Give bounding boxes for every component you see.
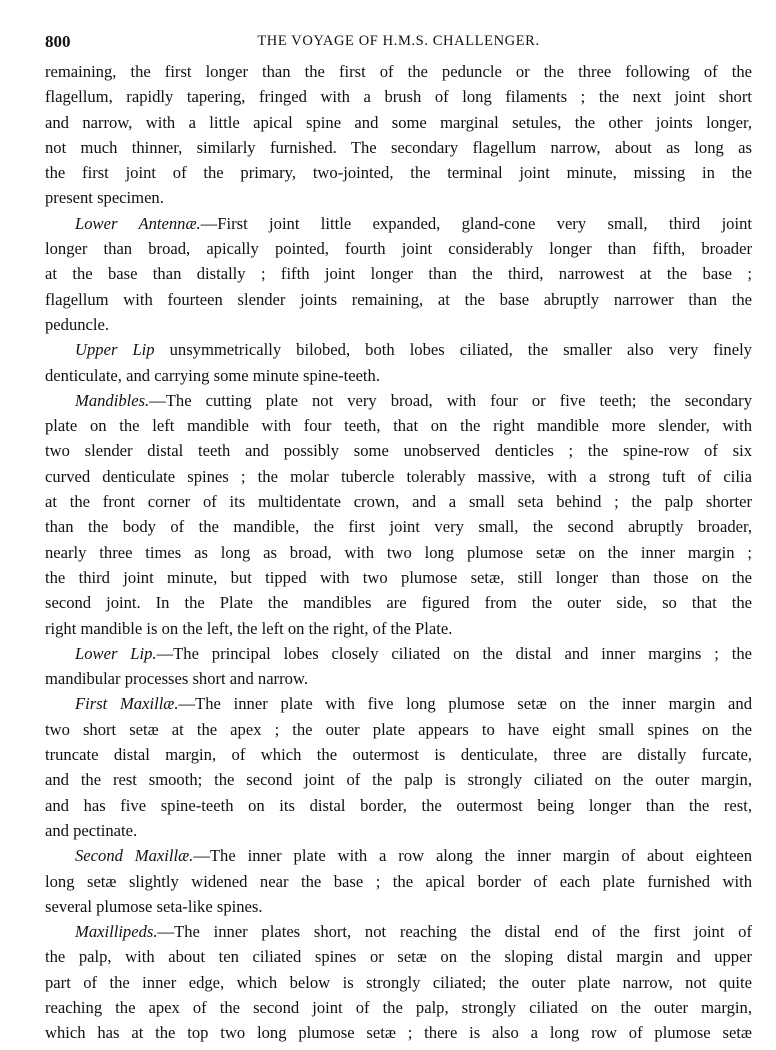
text-line	[45, 767, 752, 792]
line-text: longer than broad, apically pointed, fourth joint considerably longer than fifth, broader	[45, 239, 752, 259]
line-text: and has five spine-teeth on its distal border, the outermost being longer than the rest,	[45, 795, 752, 815]
line-text: peduncle.	[45, 314, 110, 334]
text-line	[45, 590, 752, 615]
text-line	[45, 919, 752, 944]
text-line	[45, 514, 752, 539]
page-header	[45, 32, 752, 56]
line-text: the palp, with about ten ciliated spines or setæ on the sloping distal margin and upper	[45, 947, 752, 967]
paragraph	[45, 211, 752, 337]
running-title: THE VOYAGE OF H.M.S. CHALLENGER.	[257, 33, 540, 49]
text-line	[45, 363, 752, 388]
paragraph	[45, 337, 752, 388]
text-line	[45, 388, 752, 413]
line-text: reaching the apex of the second joint of the palp, strongly ciliated on the outer margin,	[45, 997, 752, 1017]
paragraph	[45, 59, 752, 211]
line-text: the first joint of the primary, two-jointed, the terminal joint minute, missing in the	[45, 163, 752, 183]
text-line	[45, 135, 752, 160]
line-text: flagellum, rapidly tapering, fringed with a brush of long filaments ; the next joint short	[45, 87, 752, 107]
text-line	[45, 793, 752, 818]
line-text: than the body of the mandible, the first joint very small, the second abruptly broader,	[45, 517, 752, 537]
line-text: plate on the left mandible with four teeth, that on the right mandible more slender, with	[45, 416, 752, 436]
page-body	[45, 59, 752, 1046]
line-text: several plumose seta-like spines.	[45, 896, 263, 916]
text-line	[45, 413, 752, 438]
text-line	[45, 464, 752, 489]
text-line	[45, 489, 752, 514]
line-text: mandibular processes short and narrow.	[45, 669, 308, 689]
text-line	[45, 717, 752, 742]
text-line	[45, 1020, 752, 1045]
text-line	[45, 84, 752, 109]
text-line	[45, 691, 752, 716]
line-text: two short setæ at the apex ; the outer plate appears to have eight small spines on the	[45, 719, 752, 739]
text-line	[45, 641, 752, 666]
line-text: not much thinner, similarly furnished. The secondary flagellum narrow, about as long as	[45, 137, 752, 157]
line-text: —The principal lobes closely ciliated on the distal and inner margins ; the	[156, 643, 752, 663]
text-line	[45, 312, 752, 337]
line-text: —The inner plate with five long plumose setæ on the inner margin and	[178, 694, 753, 714]
line-text: part of the inner edge, which below is strongly ciliated; the outer plate narrow, not quite	[45, 972, 752, 992]
text-line	[45, 843, 752, 868]
paragraph	[45, 691, 752, 843]
line-text: denticulate, and carrying some minute spine-teeth.	[45, 365, 380, 385]
line-text: at the base than distally ; fifth joint longer than the third, narrowest at the base ;	[45, 264, 752, 284]
text-line	[45, 616, 752, 641]
line-text: —The inner plates short, not reaching the distal end of the first joint of	[157, 922, 752, 942]
line-text: flagellum with fourteen slender joints remaining, at the base abruptly narrower than the	[45, 289, 752, 309]
text-line	[45, 565, 752, 590]
line-text: present specimen.	[45, 188, 164, 208]
line-text: —First joint little expanded, gland-cone very small, third joint	[200, 213, 752, 233]
line-text: —The cutting plate not very broad, with four or five teeth; the secondary	[149, 390, 752, 410]
paragraph	[45, 641, 752, 692]
paragraph	[45, 919, 752, 1045]
section-label: Second Maxillæ.	[75, 846, 194, 866]
line-text: truncate distal margin, of which the outermost is denticulate, three are distally furcate,	[45, 745, 752, 765]
line-text: the third joint minute, but tipped with two plumose setæ, still longer than those on the	[45, 567, 752, 587]
section-label: First Maxillæ.	[75, 694, 179, 714]
text-line	[45, 337, 752, 362]
text-line	[45, 287, 752, 312]
line-text: two slender distal teeth and possibly some unobserved denticles ; the spine-row of six	[45, 441, 752, 461]
text-line	[45, 261, 752, 286]
section-label: Maxillipeds.	[75, 922, 158, 942]
line-text: at the front corner of its multidentate crown, and a small seta behind ; the palp shorter	[45, 492, 752, 512]
text-line	[45, 540, 752, 565]
text-line	[45, 970, 752, 995]
text-line	[45, 438, 752, 463]
line-text: and narrow, with a little apical spine and some marginal setules, the other joints longer,	[45, 112, 752, 132]
line-text: second joint. In the Plate the mandibles are figured from the outer side, so that the	[45, 593, 752, 613]
text-line	[45, 742, 752, 767]
text-line	[45, 160, 752, 185]
line-text: long setæ slightly widened near the base ; the apical border of each plate furnished with	[45, 871, 752, 891]
paragraph	[45, 843, 752, 919]
line-text: curved denticulate spines ; the molar tubercle tolerably massive, with a strong tuft of cilia	[45, 466, 752, 486]
line-text: right mandible is on the left, the left on the right, of the Plate.	[45, 618, 453, 638]
text-line	[45, 995, 752, 1020]
section-label: Lower Lip.	[75, 643, 157, 663]
line-text: which has at the top two long plumose setæ ; there is also a long row of plumose setæ	[45, 1023, 752, 1043]
section-label: Upper Lip	[75, 340, 155, 360]
line-text: —The inner plate with a row along the inner margin of about eighteen	[193, 846, 752, 866]
line-text: nearly three times as long as broad, with two long plumose setæ on the inner margin ;	[45, 542, 752, 562]
text-line	[45, 236, 752, 261]
line-text: remaining, the first longer than the first of the peduncle or the three following of the	[45, 62, 752, 81]
text-line	[45, 110, 752, 135]
line-text: unsymmetrically bilobed, both lobes ciliated, the smaller also very finely	[154, 340, 752, 360]
paragraph	[45, 388, 752, 641]
text-line	[45, 818, 752, 843]
section-label: Lower Antennæ.	[75, 213, 201, 233]
line-text: and the rest smooth; the second joint of the palp is strongly ciliated on the outer margin,	[45, 770, 752, 790]
text-line	[45, 869, 752, 894]
text-line	[45, 666, 752, 691]
section-label: Mandibles.	[75, 390, 150, 410]
text-line	[45, 211, 752, 236]
text-line	[45, 894, 752, 919]
line-text: and pectinate.	[45, 820, 138, 840]
text-line	[45, 59, 752, 84]
page-number: 800	[45, 32, 71, 51]
text-line	[45, 185, 752, 210]
text-line	[45, 944, 752, 969]
